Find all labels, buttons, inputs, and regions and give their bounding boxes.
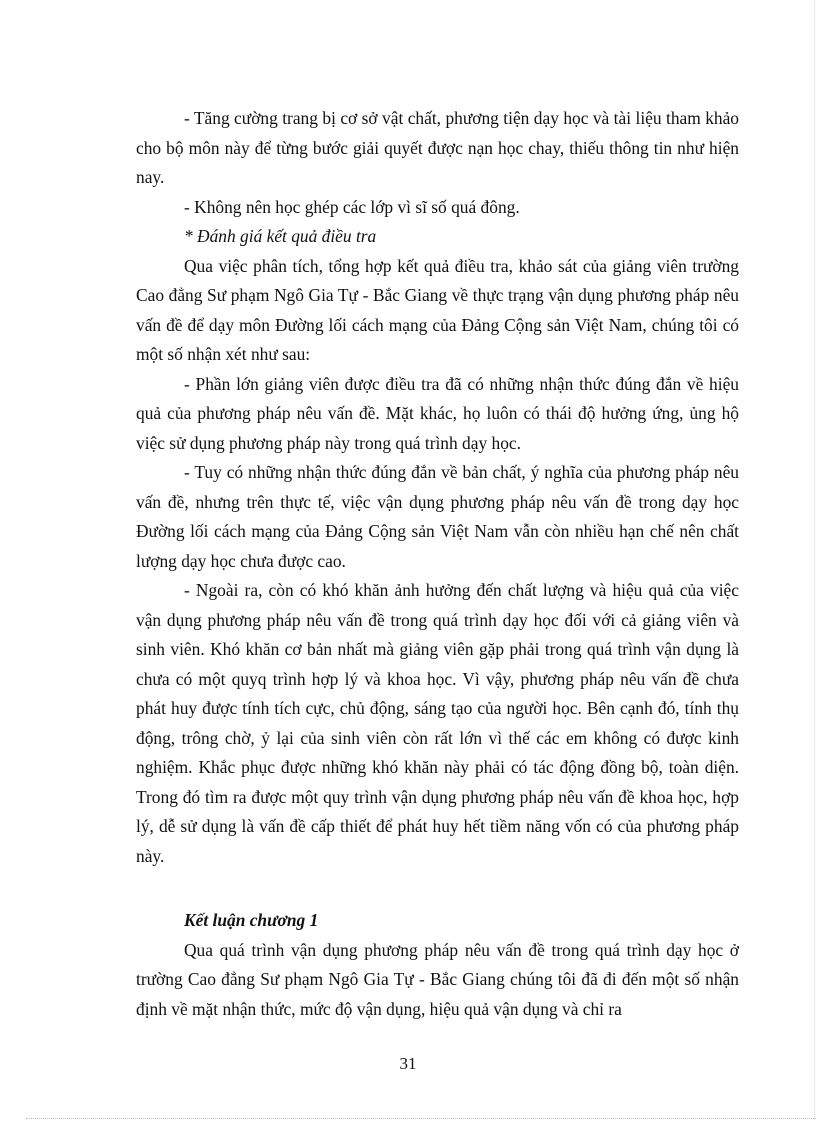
paragraph-no-merged-classes: - Không nên học ghép các lớp vì sĩ số quá đông. <box>184 196 520 217</box>
paragraph-finding-difficulties: - Ngoài ra, còn có khó khăn ảnh hưởng đến chất lượng và hiệu quả của việc vận dụng phương pháp nêu vấn đề trong quá trình dạy học đối với cả giảng viên và sinh viên. Khó khăn cơ bản nhất mà giảng viên gặp phải trong quá trình vận dụng là chưa có một quyq trình hợp lý và khoa học. Vì vậy, phương pháp nêu vấn đề chưa phát huy được tính tích cực, chủ động, sáng tạo của người học. Bên cạnh đó, tính thụ động, trông chờ, ỷ lại của sinh viên còn rất lớn vì thế các em không có được kinh nghiệm. Khắc phục được những khó khăn này phải có tác động đồng bộ, toàn diện. Trong đó tìm ra được một quy trình vận dụng phương pháp nêu vấn đề khoa học, hợp lý, dễ sử dụng là vấn đề cấp thiết để phát huy hết tiềm năng vốn có của phương pháp này. <box>136 580 739 866</box>
page-bottom-border <box>26 1118 816 1119</box>
paragraph-finding-awareness: - Phần lớn giảng viên được điều tra đã có những nhận thức đúng đắn về hiệu quả của phương pháp nêu vấn đề. Mặt khác, họ luôn có thái độ hưởng ứng, ủng hộ việc sử dụng phương pháp này trong quá trình dạy học. <box>136 373 739 453</box>
paragraph-material-support: - Tăng cường trang bị cơ sở vật chất, phương tiện dạy học và tài liệu tham khảo cho bộ môn này để từng bước giải quyết được nạn học chay, thiếu thông tin như hiện nay. <box>136 108 739 187</box>
page-body <box>136 104 739 1024</box>
paragraph-survey-intro: Qua việc phân tích, tổng hợp kết quả điều tra, khảo sát của giảng viên trường Cao đẳng Sư phạm Ngô Gia Tự - Bắc Giang về thực trạng vận dụng phương pháp nêu vấn đề để dạy môn Đường lối cách mạng của Đảng Cộng sản Việt Nam, chúng tôi có một số nhận xét như sau: <box>136 255 739 364</box>
conclusion-heading: Kết luận chương 1 <box>184 910 319 930</box>
paragraph-finding-limitations: - Tuy có những nhận thức đúng đắn về bản chất, ý nghĩa của phương pháp nêu vấn đề, nhưng trên thực tế, việc vận dụng phương pháp nêu vấn đề trong dạy học Đường lối cách mạng của Đảng Cộng sản Việt Nam vẫn còn nhiều hạn chế nên chất lượng dạy học chưa được cao. <box>136 462 739 571</box>
survey-evaluation-subheading: * Đánh giá kết quả điều tra <box>184 226 377 246</box>
page-number: 31 <box>399 1054 417 1073</box>
paragraph-conclusion: Qua quá trình vận dụng phương pháp nêu vấn đề trong quá trình dạy học ở trường Cao đẳng Sư phạm Ngô Gia Tự - Bắc Giang chúng tôi đã đi đến một số nhận định về mặt nhận thức, mức độ vận dụng, hiệu quả vận dụng và chỉ ra <box>136 939 739 1019</box>
page-right-border <box>814 0 815 1119</box>
